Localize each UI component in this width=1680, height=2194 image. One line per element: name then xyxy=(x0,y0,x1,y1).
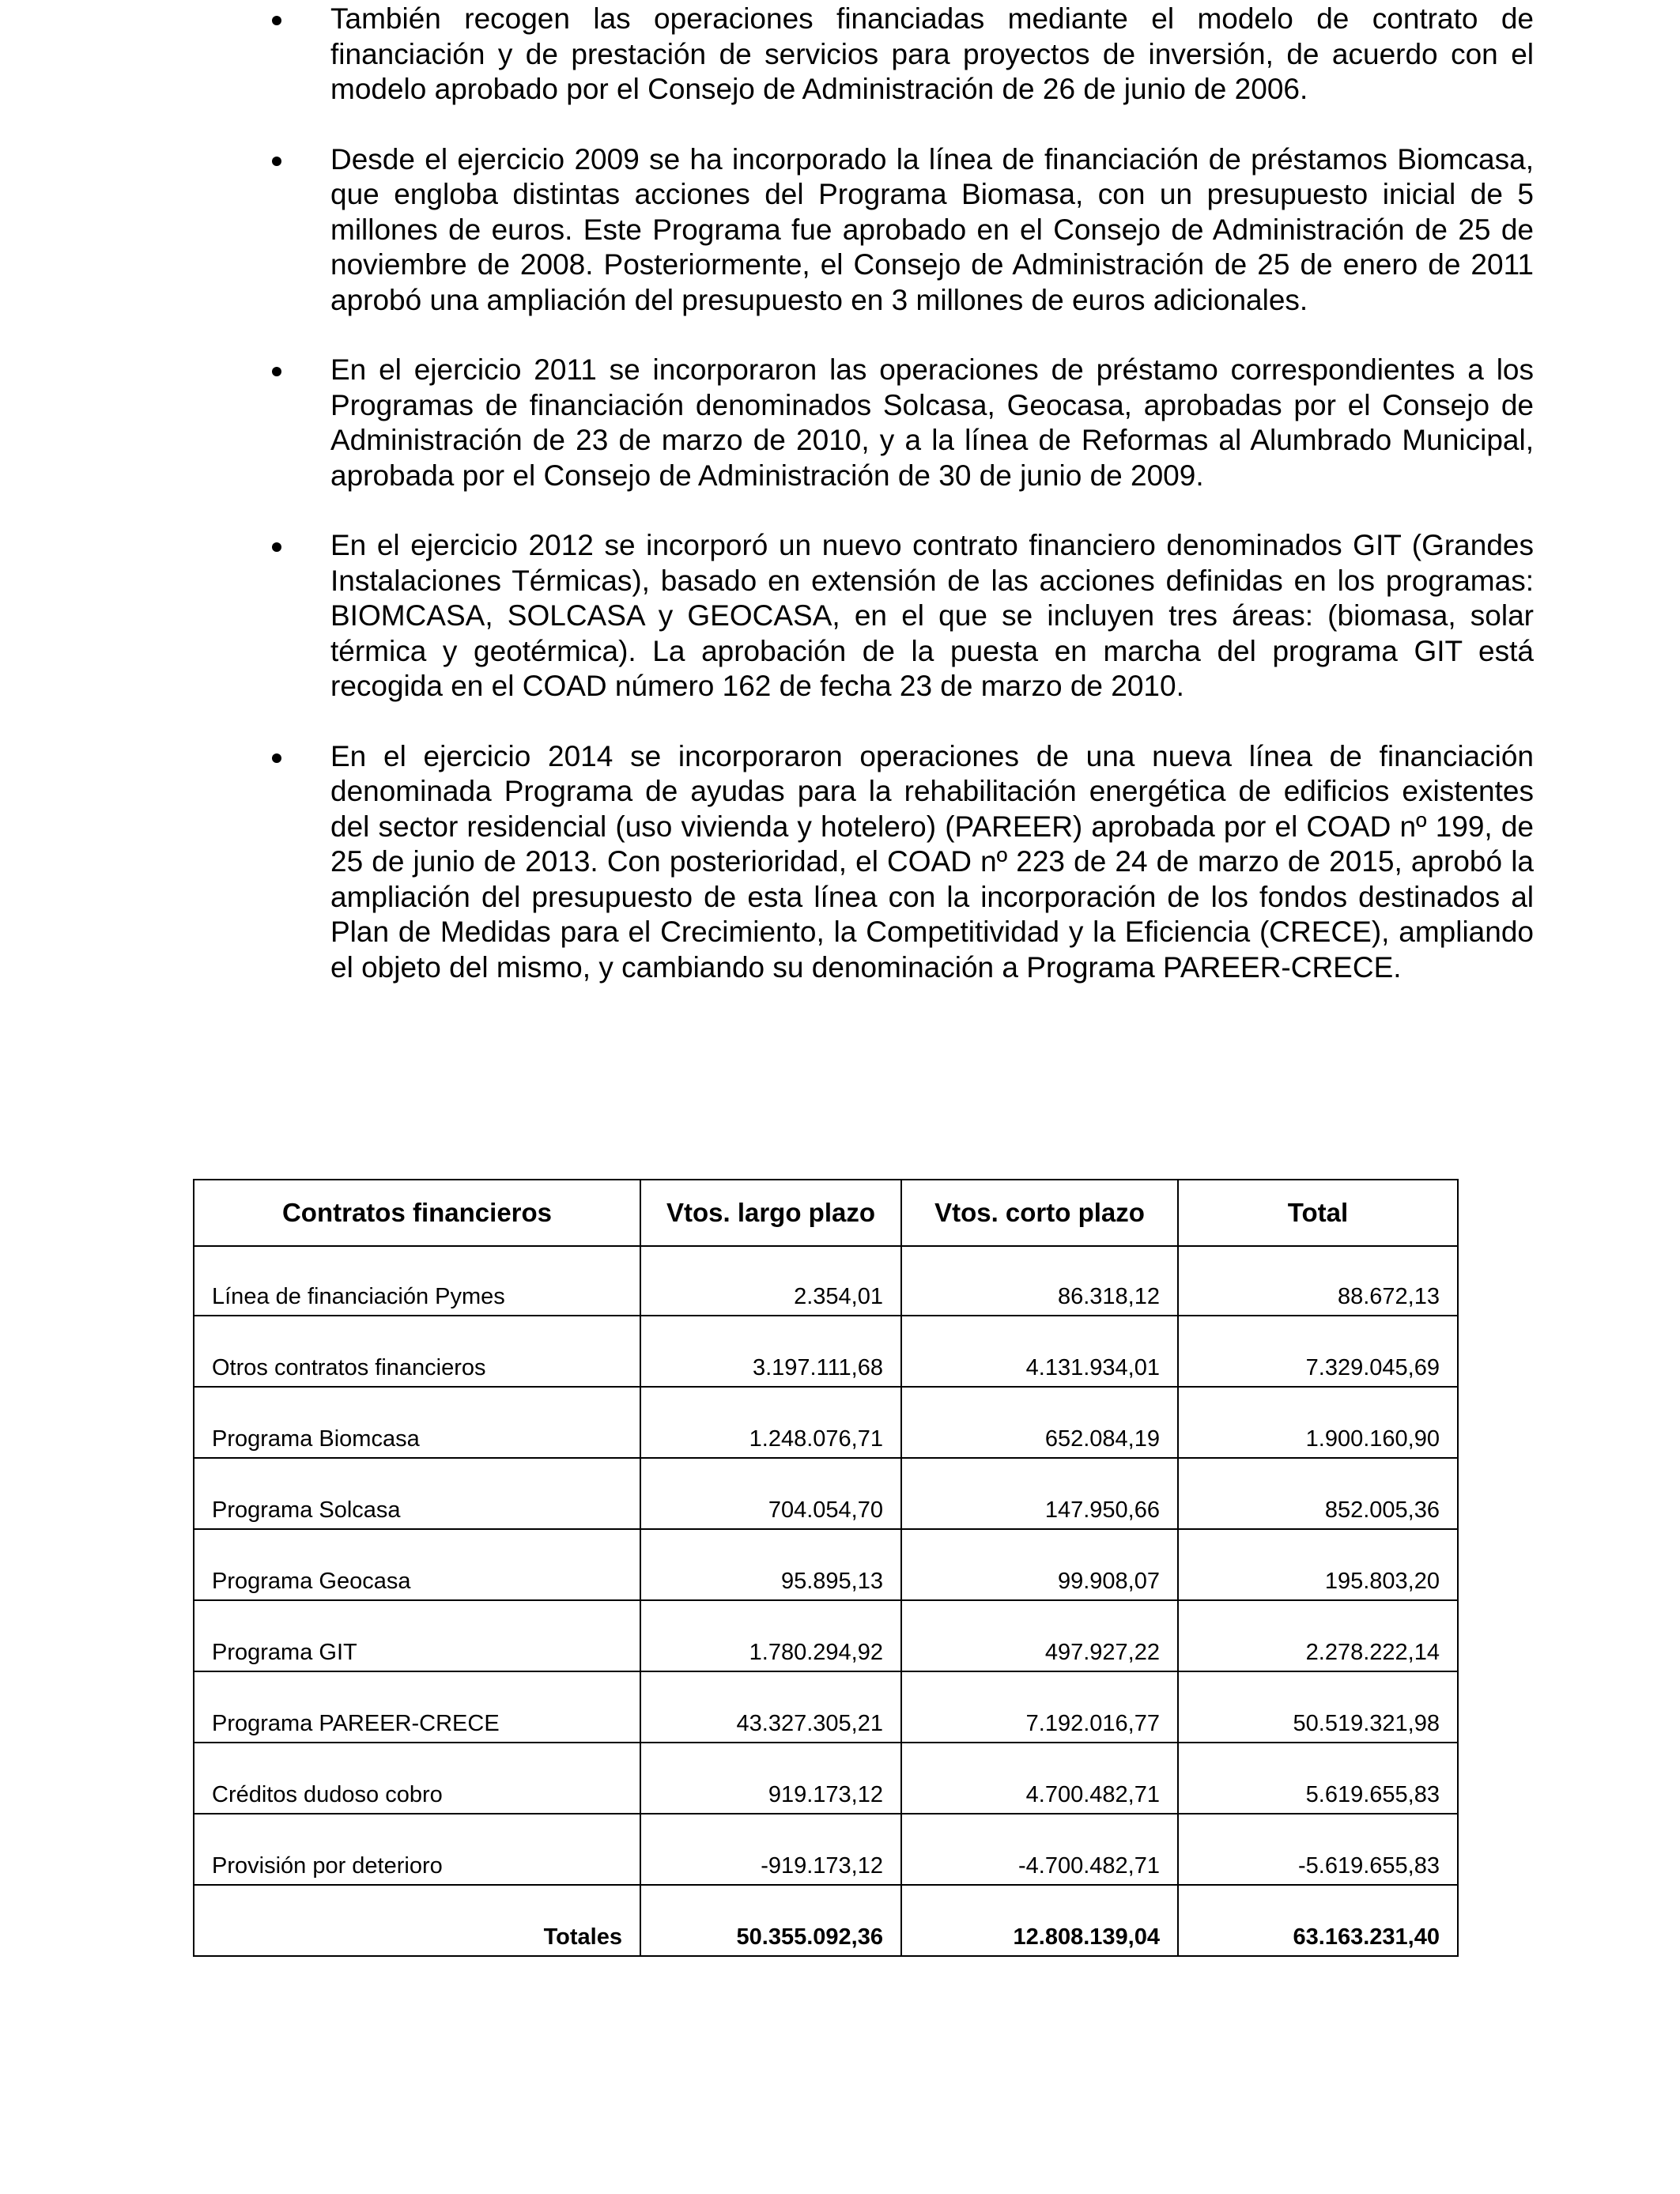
cell-short-term: 4.700.482,71 xyxy=(901,1743,1178,1814)
row-label: Programa Solcasa xyxy=(194,1458,640,1529)
bullet-text: En el ejercicio 2012 se incorporó un nuevo contrato financiero denominados GIT (Grandes Instalaciones Térmicas), basado en extensión de las acciones definidas en los programas: BIOMCASA, SOLCASA y GEOCASA, en el que se incluyen tres áreas: (biomasa, solar térmica y geotérmica). La aprobación de la puesta en marcha del programa GIT está recogida en el COAD número 162 de fecha 23 de marzo de 2010. xyxy=(330,529,1534,702)
table-row xyxy=(194,1743,1458,1814)
header-contracts: Contratos financieros xyxy=(194,1180,640,1246)
row-label: Programa GIT xyxy=(194,1600,640,1671)
table-row xyxy=(194,1316,1458,1387)
cell-total: 50.519.321,98 xyxy=(1178,1671,1458,1743)
table-row xyxy=(194,1671,1458,1743)
totals-long-term: 50.355.092,36 xyxy=(640,1885,901,1956)
table-row xyxy=(194,1458,1458,1529)
table-row xyxy=(194,1387,1458,1458)
bullet-item-1 xyxy=(269,2,1534,108)
cell-short-term: 497.927,22 xyxy=(901,1600,1178,1671)
bullet-icon xyxy=(272,16,281,25)
row-label: Programa PAREER-CRECE xyxy=(194,1671,640,1743)
cell-total: 2.278.222,14 xyxy=(1178,1600,1458,1671)
cell-total: 195.803,20 xyxy=(1178,1529,1458,1600)
bullet-text: En el ejercicio 2014 se incorporaron operaciones de una nueva línea de financiación denominada Programa de ayudas para la rehabilitación energética de edificios existentes del sector residencial (uso vivienda y hotelero) (PAREER) aprobada por el COAD nº 199, de 25 de junio de 2013. Con posterioridad, el COAD nº 223 de 24 de marzo de 2015, aprobó la ampliación del presupuesto de esta línea con la incorporación de los fondos destinados al Plan de Medidas para el Crecimiento, la Competitividad y la Eficiencia (CRECE), ampliando el objeto del mismo, y cambiando su denominación a Programa PAREER-CRECE. xyxy=(330,739,1534,984)
row-label: Provisión por deterioro xyxy=(194,1814,640,1885)
cell-short-term: 99.908,07 xyxy=(901,1529,1178,1600)
cell-long-term: 95.895,13 xyxy=(640,1529,901,1600)
bullet-text: También recogen las operaciones financiadas mediante el modelo de contrato de financiación y de prestación de servicios para proyectos de inversión, de acuerdo con el modelo aprobado por el Consejo de Administración de 26 de junio de 2006. xyxy=(330,2,1534,105)
cell-long-term: 919.173,12 xyxy=(640,1743,901,1814)
cell-total: -5.619.655,83 xyxy=(1178,1814,1458,1885)
cell-total: 852.005,36 xyxy=(1178,1458,1458,1529)
cell-short-term: 4.131.934,01 xyxy=(901,1316,1178,1387)
totals-short-term: 12.808.139,04 xyxy=(901,1885,1178,1956)
bullet-icon xyxy=(272,157,281,166)
totals-total: 63.163.231,40 xyxy=(1178,1885,1458,1956)
row-label: Otros contratos financieros xyxy=(194,1316,640,1387)
financial-contracts-table xyxy=(193,1179,1459,1957)
cell-long-term: 43.327.305,21 xyxy=(640,1671,901,1743)
cell-long-term: 1.780.294,92 xyxy=(640,1600,901,1671)
header-total: Total xyxy=(1178,1180,1458,1246)
cell-long-term: 704.054,70 xyxy=(640,1458,901,1529)
row-label: Línea de financiación Pymes xyxy=(194,1246,640,1316)
table-row xyxy=(194,1600,1458,1671)
row-label: Programa Geocasa xyxy=(194,1529,640,1600)
cell-short-term: -4.700.482,71 xyxy=(901,1814,1178,1885)
bullet-text: En el ejercicio 2011 se incorporaron las operaciones de préstamo correspondientes a los Programas de financiación denominados Solcasa, Geocasa, aprobadas por el Consejo de Administración de 23 de marzo de 2010, y a la línea de Reformas al Alumbrado Municipal, aprobada por el Consejo de Administración de 30 de junio de 2009. xyxy=(330,353,1534,492)
cell-total: 1.900.160,90 xyxy=(1178,1387,1458,1458)
header-long-term: Vtos. largo plazo xyxy=(640,1180,901,1246)
cell-total: 88.672,13 xyxy=(1178,1246,1458,1316)
table-row xyxy=(194,1814,1458,1885)
cell-short-term: 7.192.016,77 xyxy=(901,1671,1178,1743)
bullet-icon xyxy=(272,367,281,376)
cell-short-term: 652.084,19 xyxy=(901,1387,1178,1458)
bullet-item-4 xyxy=(269,528,1534,704)
totals-row xyxy=(194,1885,1458,1956)
cell-short-term: 147.950,66 xyxy=(901,1458,1178,1529)
bullet-icon xyxy=(272,542,281,552)
table-header-row xyxy=(194,1180,1458,1246)
totals-label: Totales xyxy=(194,1885,640,1956)
bullet-item-3 xyxy=(269,353,1534,493)
cell-short-term: 86.318,12 xyxy=(901,1246,1178,1316)
header-short-term: Vtos. corto plazo xyxy=(901,1180,1178,1246)
cell-long-term: 3.197.111,68 xyxy=(640,1316,901,1387)
bullet-item-2 xyxy=(269,142,1534,319)
cell-total: 7.329.045,69 xyxy=(1178,1316,1458,1387)
table-row xyxy=(194,1246,1458,1316)
bullet-list xyxy=(269,0,1534,1020)
bullet-item-5 xyxy=(269,739,1534,986)
table-row xyxy=(194,1529,1458,1600)
bullet-icon xyxy=(272,753,281,763)
cell-long-term: -919.173,12 xyxy=(640,1814,901,1885)
cell-total: 5.619.655,83 xyxy=(1178,1743,1458,1814)
row-label: Programa Biomcasa xyxy=(194,1387,640,1458)
bullet-text: Desde el ejercicio 2009 se ha incorporado la línea de financiación de préstamos Biomcasa, que engloba distintas acciones del Programa Biomasa, con un presupuesto inicial de 5 millones de euros. Este Programa fue aprobado en el Consejo de Administración de 25 de noviembre de 2008. Posteriormente, el Consejo de Administración de 25 de enero de 2011 aprobó una ampliación del presupuesto en 3 millones de euros adicionales. xyxy=(330,142,1534,316)
cell-long-term: 2.354,01 xyxy=(640,1246,901,1316)
cell-long-term: 1.248.076,71 xyxy=(640,1387,901,1458)
row-label: Créditos dudoso cobro xyxy=(194,1743,640,1814)
